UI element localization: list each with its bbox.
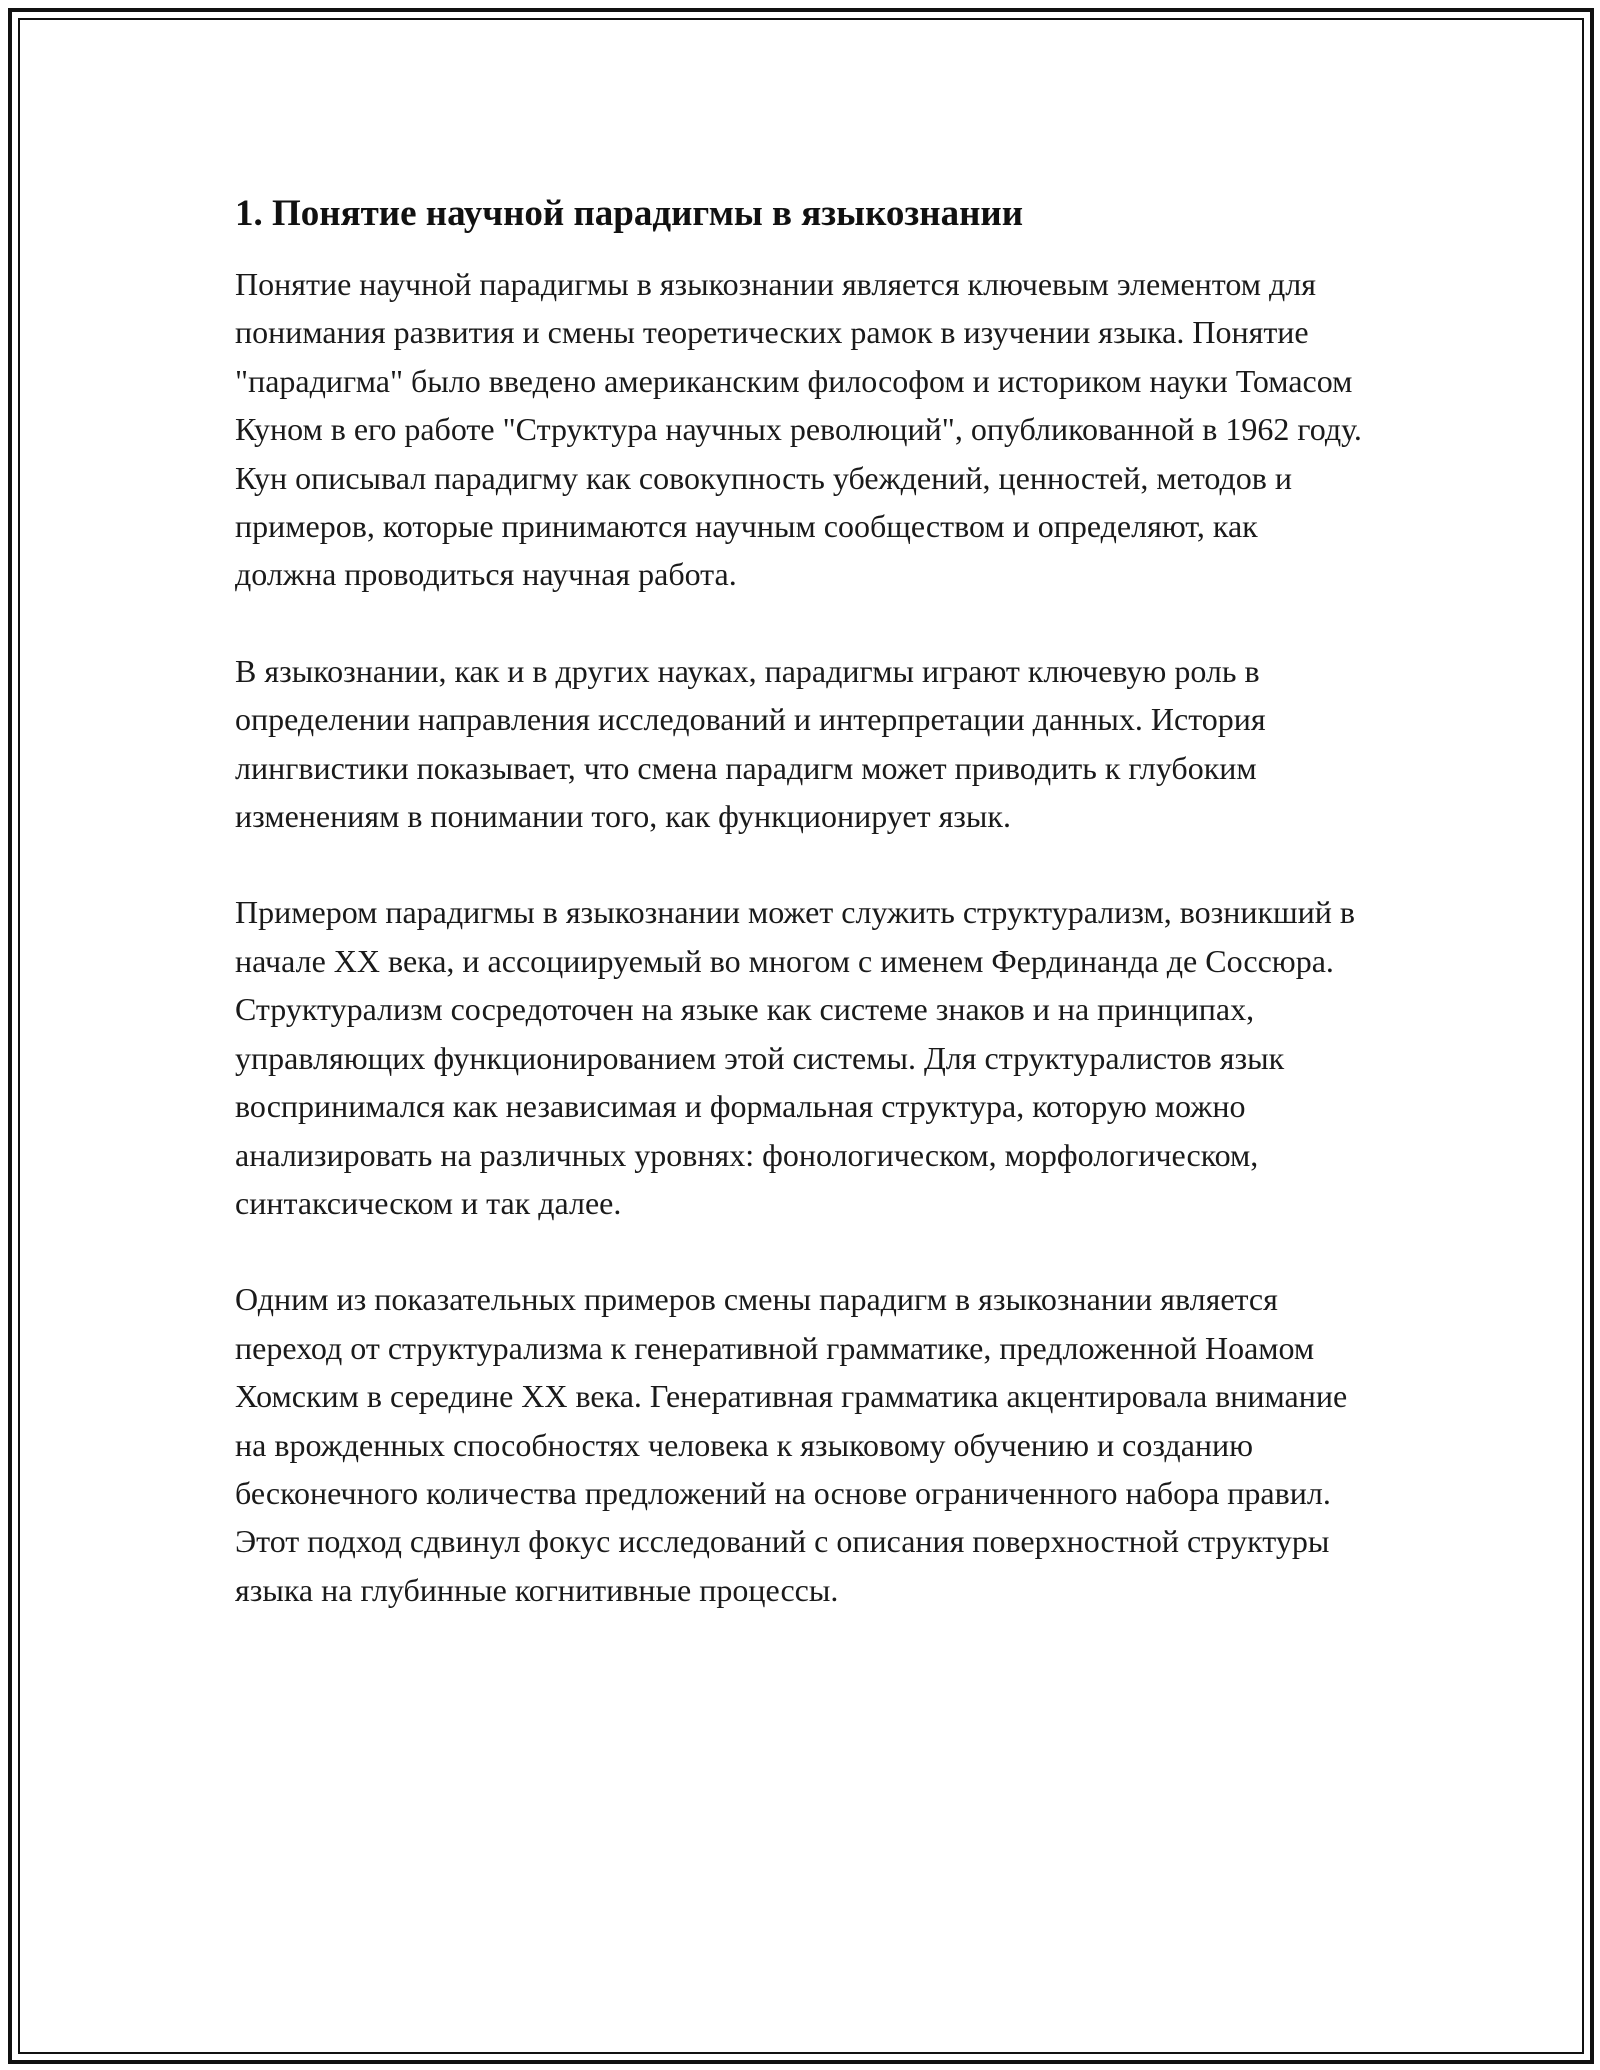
document-body (235, 190, 1365, 1614)
paragraph-1: Понятие научной парадигмы в языкознании является ключевым элементом для понимания развития и смены теоретических рамок в изучении языка. Понятие "парадигма" было введено американским философом и историком науки Томасом Куном в его работе "Структура научных революций", опубликованной в 1962 году. Кун описывал парадигму как совокупность убеждений, ценностей, методов и примеров, которые принимаются научным сообществом и определяют, как должна проводиться научная работа. (235, 266, 1362, 593)
paragraph-4: Одним из показательных примеров смены парадигм в языкознании является переход от структурализма к генеративной грамматике, предложенной Ноамом Хомским в середине XX века. Генеративная грамматика акцентировала внимание на врожденных способностях человека к языковому обучению и созданию бесконечного количества предложений на основе ограниченного набора правил. Этот подход сдвинул фокус исследований с описания поверхностной структуры языка на глубинные когнитивные процессы. (235, 1281, 1348, 1608)
paragraph-3: Примером парадигмы в языкознании может служить структурализм, возникший в начале XX века, и ассоциируемый во многом с именем Фердинанда де Соссюра. Структурализм сосредоточен на языке как системе знаков и на принципах, управляющих функционированием этой системы. Для структуралистов язык воспринимался как независимая и формальная структура, которую можно анализировать на различных уровнях: фонологическом, морфологическом, синтаксическом и так далее. (235, 894, 1356, 1221)
paragraph-2: В языкознании, как и в других науках, парадигмы играют ключевую роль в определении направления исследований и интерпретации данных. История лингвистики показывает, что смена парадигм может приводить к глубоким изменениям в понимании того, как функционирует язык. (235, 652, 1266, 835)
section-heading: 1. Понятие научной парадигмы в языкознании (235, 193, 1024, 234)
